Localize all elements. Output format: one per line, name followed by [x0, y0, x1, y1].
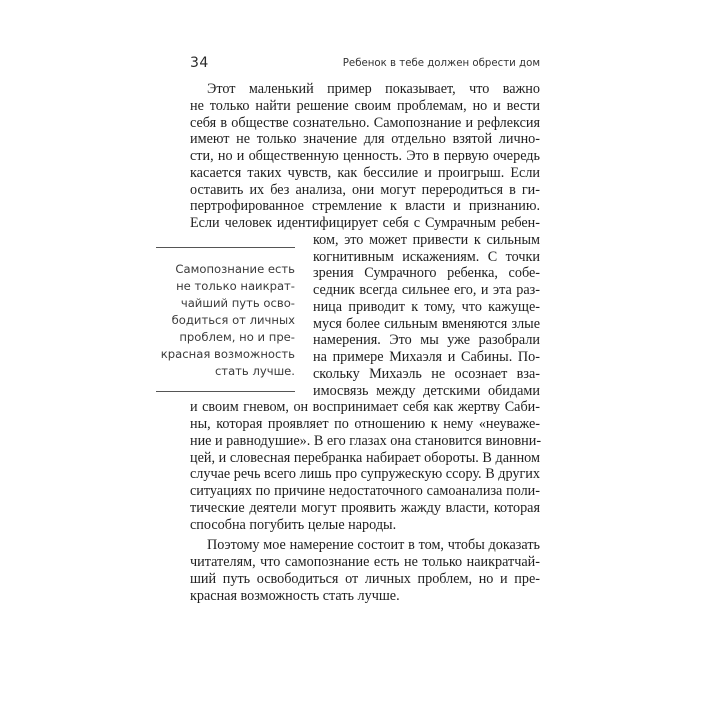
quote-line: бодиться от личных [171, 313, 295, 327]
text-line: цей, и словесная перебранка набирает обороты. В данном [190, 449, 540, 466]
text-line: ситуациях по причине недостаточного самоанализа поли- [190, 483, 540, 499]
quote-line: проблем, но и пре- [179, 330, 295, 344]
text-line: муся более сильным вменяются злые [313, 315, 540, 332]
pull-quote-text [156, 261, 295, 380]
quote-line: не только наикрат- [176, 279, 295, 293]
text-line: сти, но и общественную ценность. Это в первую очередь [190, 148, 540, 164]
text-line: ший путь освободиться от личных проблем, но и пре- [190, 570, 540, 587]
pull-quote [156, 247, 295, 392]
running-title: Ребенок в тебе должен обрести дом [342, 58, 540, 69]
text-line: красная возможность стать лучше. [190, 587, 400, 604]
quote-line: чайший путь осво- [180, 296, 295, 310]
quote-line: Самопознание есть [175, 262, 295, 276]
quote-line: стать лучше. [214, 364, 295, 378]
quote-line: красная возможность [160, 347, 295, 361]
pull-quote-bottom-rule [156, 391, 295, 392]
text-line: когнитивным искажениям. С точки [313, 248, 540, 265]
text-line: намерения. Это мы уже разобрали [313, 332, 540, 349]
text-line: Поэтому мое намерение состоит в том, чтобы доказать [207, 537, 540, 554]
text-line: ком, это может привести к сильным [313, 231, 540, 248]
text-line: имеют не только значение для отдельно взятой лично- [190, 131, 540, 148]
running-header [190, 55, 540, 75]
text-line: скольку Михаэль не осознает вза- [313, 365, 540, 382]
text-line: касается таких чувств, как бессилие и проигрыш. Если [190, 164, 540, 181]
text-line: имосвязь между детскими обидами [313, 382, 540, 399]
text-line: ны, которая проявляет по отношению к нему «неуваже- [190, 416, 540, 432]
text-line: зрения Сумрачного ребенка, собе- [313, 265, 540, 282]
text-line: тические деятели могут проявить жажду власти, которая [190, 499, 540, 516]
text-line: ница приводит к тому, что кажуще- [313, 298, 540, 315]
text-line: на примере Михаэля и Сабины. По- [313, 349, 540, 365]
text-line: оставить их без анализа, они могут переродиться в ги- [190, 181, 540, 198]
text-line: Этот маленький пример показывает, что важно [207, 81, 540, 97]
text-line: себя в обществе сознательно. Самопознание и рефлексия [190, 114, 540, 131]
text-line: читателям, что самопознание есть не только наикратчай- [190, 554, 540, 570]
text-line: седник всегда сильнее его, и эта раз- [313, 282, 540, 298]
text-line: Если человек идентифицирует себя с Сумрачным ребен- [190, 215, 540, 231]
text-line: способна погубить целые народы. [190, 516, 397, 533]
paragraph-2 [190, 537, 540, 604]
text-line: и своим гневом, он воспринимает себя как жертву Саби- [190, 399, 540, 416]
text-line: пертрофированное стремление к власти и признанию. [190, 198, 540, 215]
text-line: не только найти решение своим проблемам, но и вести [190, 97, 540, 114]
pull-quote-top-rule [156, 247, 295, 248]
text-line: случае речь всего лишь про супружескую ссору. В других [190, 466, 540, 483]
text-line: ние и равнодушие». В его глазах она становится виновни- [190, 432, 542, 449]
page-number: 34 [190, 55, 209, 71]
